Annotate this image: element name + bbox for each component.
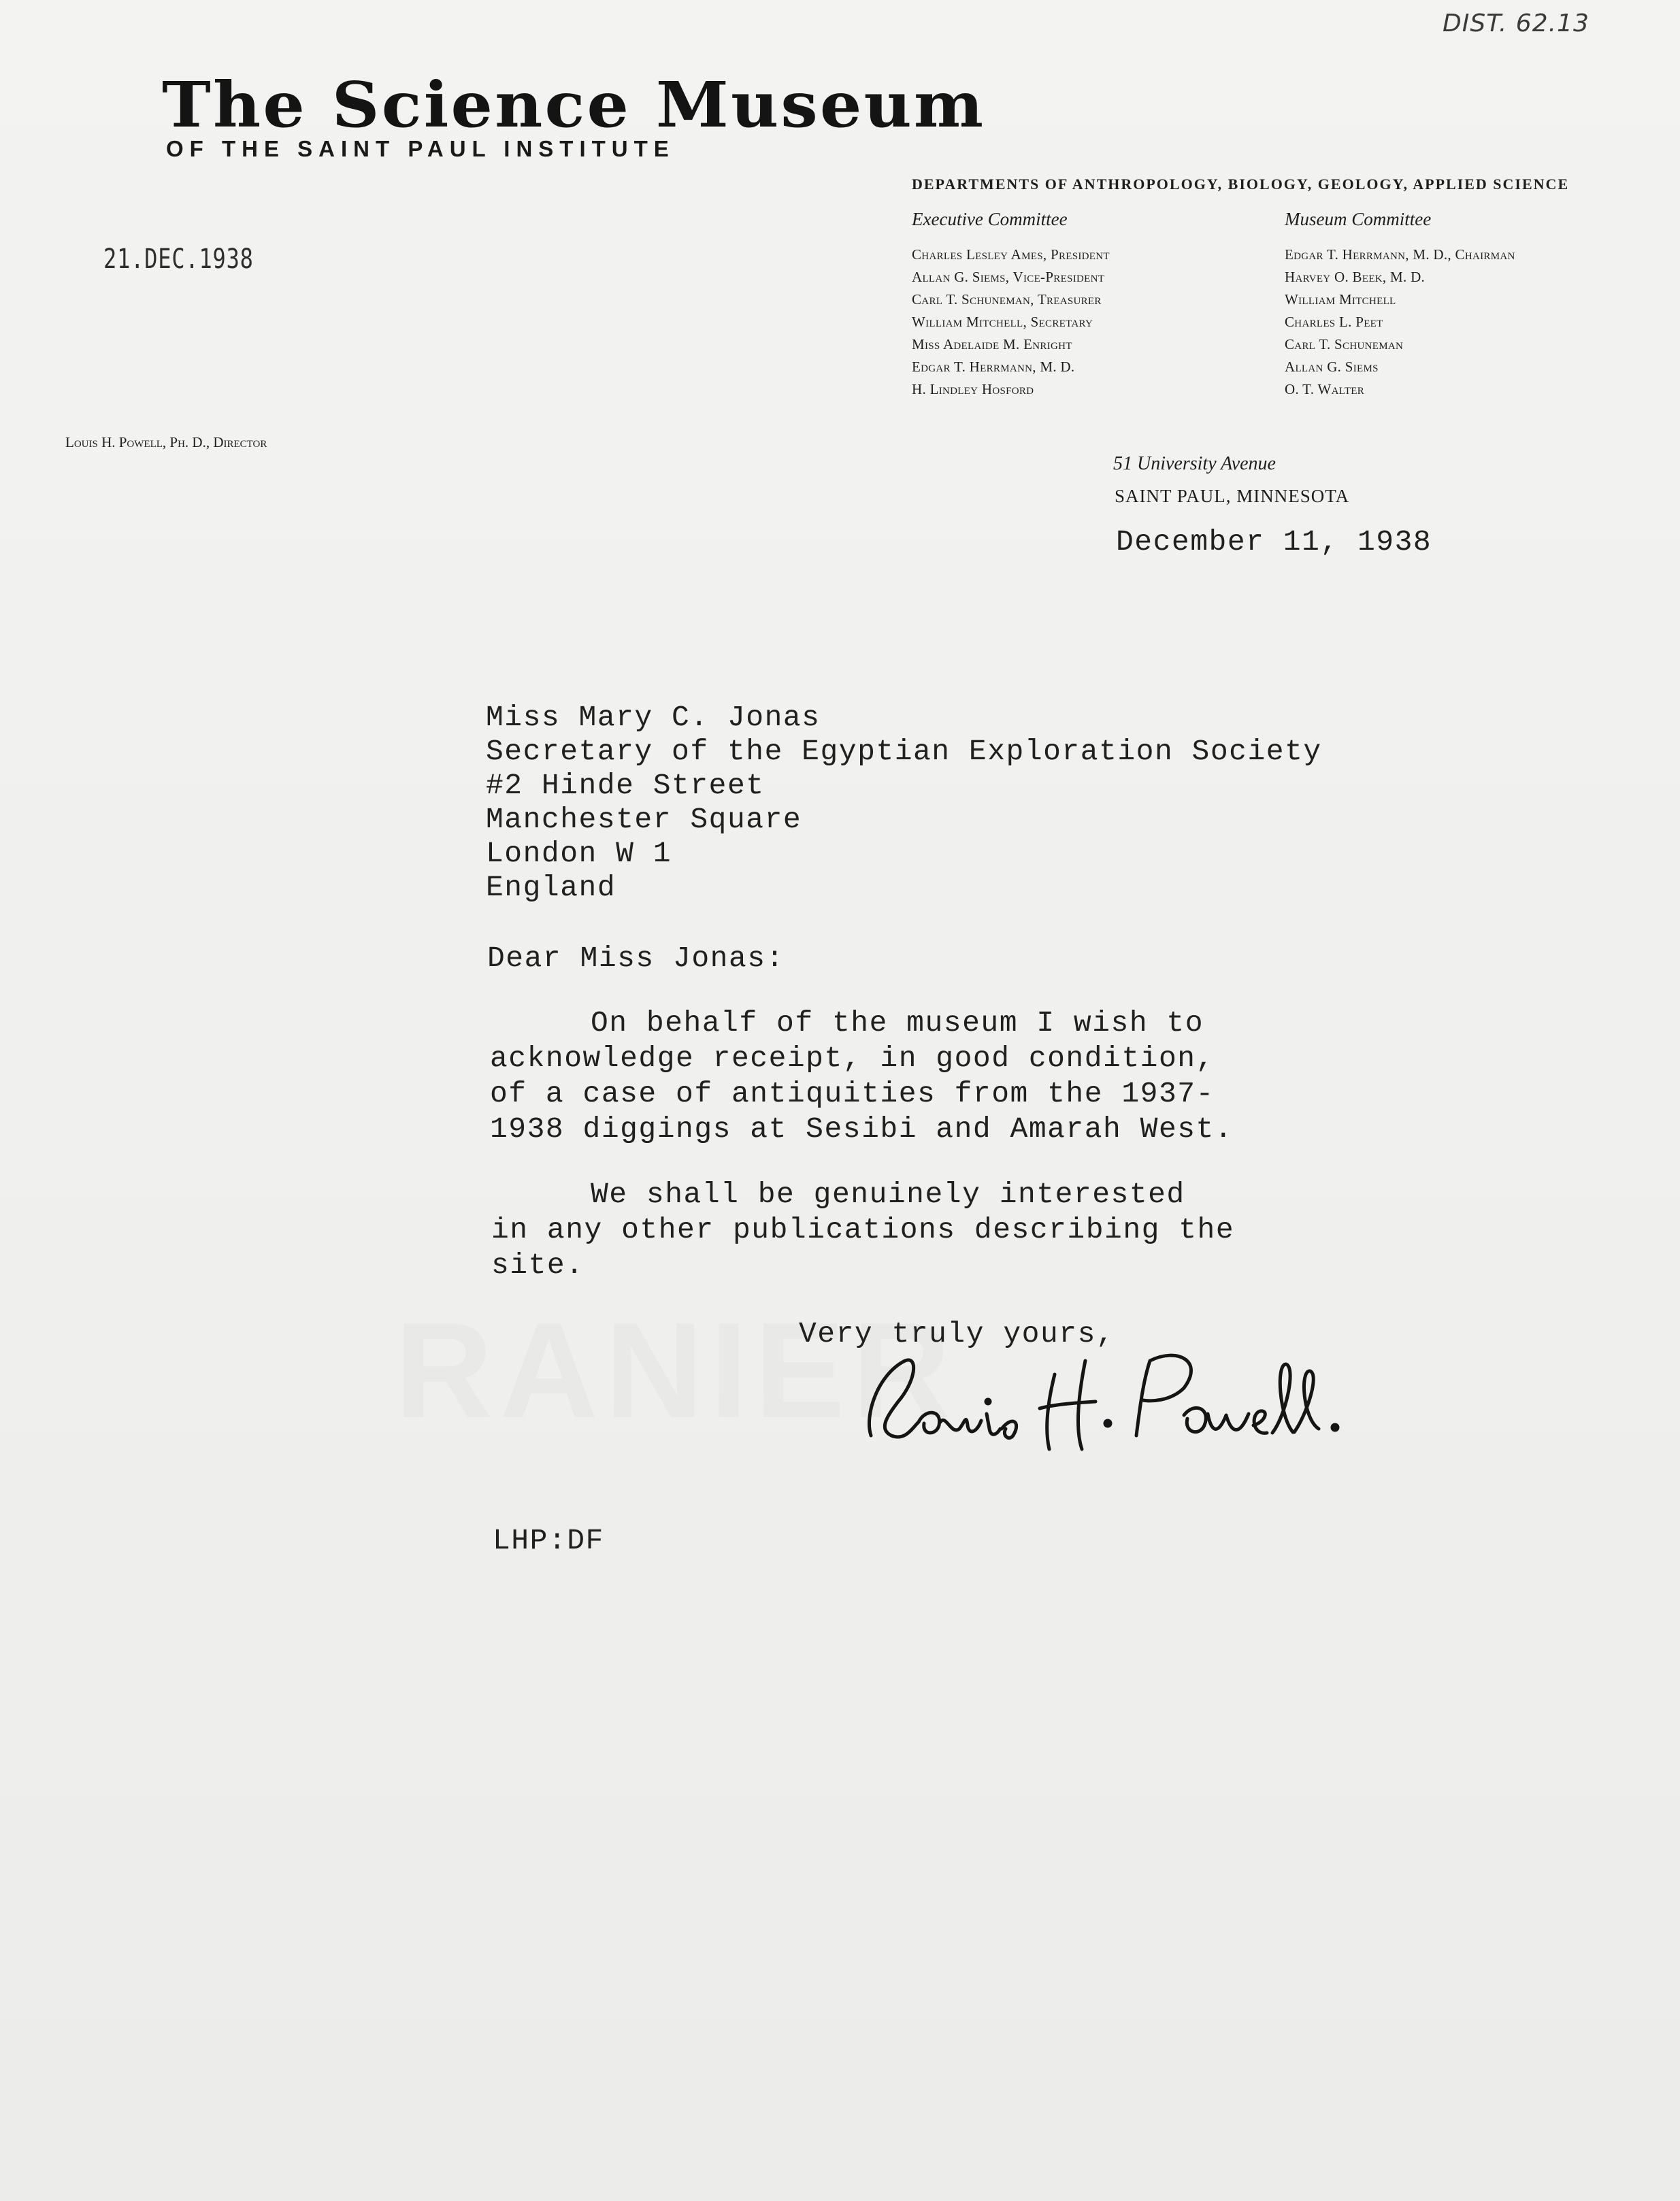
handwritten-signature: [851, 1334, 1354, 1463]
committee-member: Carl T. Schuneman: [1285, 336, 1404, 352]
museum-committee-list: [1285, 244, 1515, 401]
body-line: 1938 diggings at Sesibi and Amarah West.: [490, 1112, 1234, 1146]
reference-initials: LHP:DF: [493, 1524, 604, 1557]
recipient-line: Secretary of the Egyptian Exploration Society: [486, 735, 1322, 768]
recipient-line: England: [486, 871, 616, 904]
received-date-stamp: 21.DEC.1938: [103, 244, 254, 275]
address-street: 51 University Avenue: [1113, 453, 1276, 474]
salutation: Dear Miss Jonas:: [487, 942, 785, 975]
recipient-line: #2 Hinde Street: [486, 769, 765, 802]
committee-member: Charles L. Peet: [1285, 314, 1383, 330]
body-paragraph-1: [490, 1006, 1233, 1147]
letterhead-title: The Science Museum: [162, 68, 986, 142]
committee-member: Edgar T. Herrmann, M. D.: [912, 359, 1075, 375]
committee-member: Allan G. Siems: [1285, 359, 1379, 375]
recipient-line: London W 1: [486, 837, 672, 870]
committee-member: William Mitchell: [1285, 291, 1396, 308]
executive-committee-heading: Executive Committee: [912, 209, 1068, 229]
letter-date: December 11, 1938: [1116, 525, 1432, 559]
committee-member: William Mitchell, Secretary: [912, 314, 1093, 330]
body-line: in any other publications describing the: [491, 1213, 1235, 1246]
museum-committee-heading: Museum Committee: [1285, 209, 1432, 229]
body-line: We shall be genuinely interested: [591, 1178, 1185, 1211]
committee-member: O. T. Walter: [1285, 381, 1365, 397]
committee-member: Edgar T. Herrmann, M. D., Chairman: [1285, 246, 1515, 263]
committee-member: Carl T. Schuneman, Treasurer: [912, 291, 1102, 308]
address-city: SAINT PAUL, MINNESOTA: [1115, 486, 1350, 506]
committee-member: Harvey O. Beek, M. D.: [1285, 269, 1426, 285]
letterhead-subtitle: OF THE SAINT PAUL INSTITUTE: [166, 136, 675, 161]
recipient-block: [486, 701, 1322, 905]
recipient-line: Manchester Square: [486, 803, 802, 836]
body-line: site.: [491, 1248, 584, 1282]
body-line: On behalf of the museum I wish to: [591, 1006, 1204, 1040]
committee-member: Miss Adelaide M. Enright: [912, 336, 1072, 352]
body-line: of a case of antiquities from the 1937-: [490, 1077, 1215, 1110]
executive-committee-list: [912, 244, 1110, 401]
departments-line: DEPARTMENTS OF ANTHROPOLOGY, BIOLOGY, GEOLOGY, APPLIED SCIENCE: [912, 176, 1570, 193]
archive-number: DIST. 62.13: [1443, 10, 1590, 37]
body-line: acknowledge receipt, in good condition,: [490, 1042, 1215, 1075]
committee-member: Charles Lesley Ames, President: [912, 246, 1110, 263]
body-paragraph-2: [491, 1177, 1234, 1283]
committee-member: Allan G. Siems, Vice-President: [912, 269, 1105, 285]
closing: Very truly yours,: [799, 1317, 1115, 1351]
director-line: Louis H. Powell, Ph. D., Director: [65, 434, 267, 450]
committee-member: H. Lindley Hosford: [912, 381, 1034, 397]
recipient-line: Miss Mary C. Jonas: [486, 701, 821, 734]
